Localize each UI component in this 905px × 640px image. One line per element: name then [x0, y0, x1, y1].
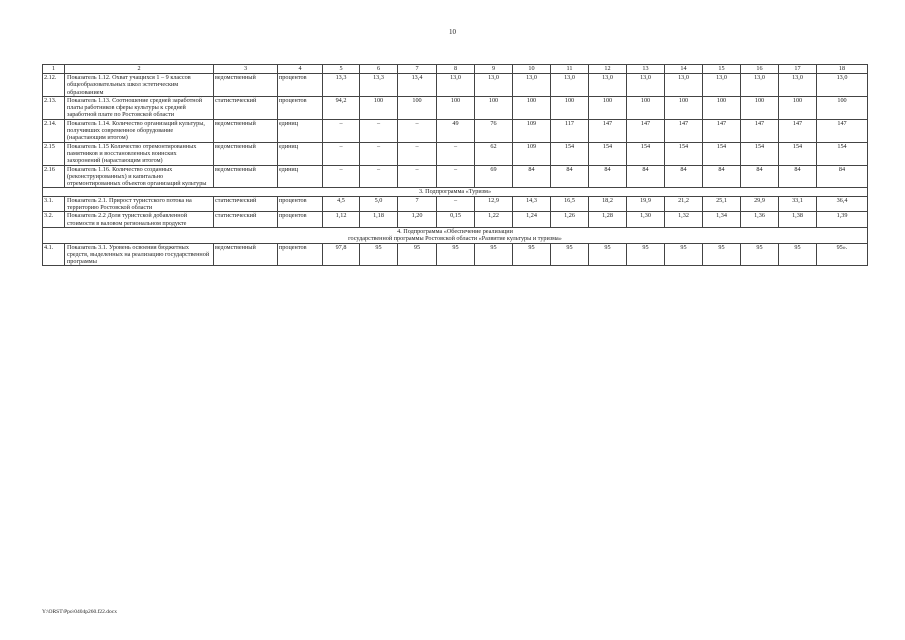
value-cell: 154 [627, 142, 665, 165]
column-number: 17 [779, 65, 817, 74]
value-cell: 95 [627, 243, 665, 266]
indicator-name: Показатель 2.1. Прирост туристского потока на территорию Ростовской области [65, 196, 214, 212]
value-cell: 100 [437, 96, 475, 119]
indicator-type: ведомственный [214, 119, 278, 142]
value-cell: 13,0 [817, 74, 868, 97]
section-title-line: 3. Подпрограмма «Туризм» [418, 188, 492, 196]
section-title-line: государственной программы Ростовской области «Развитие культуры и туризма» [348, 235, 562, 243]
indicator-name: Показатель 3.1. Уровень освоения бюджетных средств, выделенных на реализацию государственной программы [65, 243, 214, 266]
row-number: 3.2. [43, 212, 65, 228]
column-number: 2 [65, 65, 214, 74]
value-cell: 49 [437, 119, 475, 142]
value-cell: 21,2 [665, 196, 703, 212]
value-cell: 1,12 [323, 212, 360, 228]
value-cell: 154 [741, 142, 779, 165]
value-cell: 109 [513, 142, 551, 165]
indicator-name: Показатель 1.14. Количество организаций культуры, получивших современное оборудование (нарастающим итогом) [65, 119, 214, 142]
value-cell: 1,36 [741, 212, 779, 228]
value-cell: – [437, 196, 475, 212]
value-cell: 36,4 [817, 196, 868, 212]
row-number: 2.15 [43, 142, 65, 165]
table-row [43, 96, 868, 119]
unit: единиц [278, 119, 323, 142]
value-cell: – [398, 119, 437, 142]
column-number: 3 [214, 65, 278, 74]
value-cell: 147 [589, 119, 627, 142]
value-cell: 13,0 [551, 74, 589, 97]
value-cell: 0,15 [437, 212, 475, 228]
value-cell: 84 [779, 165, 817, 188]
row-number: 2.13. [43, 96, 65, 119]
value-cell: 117 [551, 119, 589, 142]
value-cell: 12,9 [475, 196, 513, 212]
value-cell: 13,0 [665, 74, 703, 97]
value-cell: 1,39 [817, 212, 868, 228]
value-cell: 100 [360, 96, 398, 119]
value-cell: – [360, 142, 398, 165]
value-cell: 1,34 [703, 212, 741, 228]
value-cell: 109 [513, 119, 551, 142]
indicators-table [42, 64, 868, 266]
value-cell: – [398, 142, 437, 165]
indicator-name: Показатель 1.16. Количество созданных (реконструированных) и капитально отремонтированных объектов организаций культуры [65, 165, 214, 188]
value-cell: 147 [779, 119, 817, 142]
value-cell: 13,0 [779, 74, 817, 97]
table-row [43, 212, 868, 228]
value-cell: 14,3 [513, 196, 551, 212]
indicator-name: Показатель 1.12. Охват учащихся 1 – 9 классов общеобразовательных школ эстетическим образованием [65, 74, 214, 97]
section-title [43, 188, 868, 196]
value-cell: 147 [665, 119, 703, 142]
value-cell: 154 [551, 142, 589, 165]
value-cell: 13,4 [398, 74, 437, 97]
value-cell: 84 [741, 165, 779, 188]
indicator-type: ведомственный [214, 74, 278, 97]
value-cell: 4,5 [323, 196, 360, 212]
value-cell: 5,0 [360, 196, 398, 212]
value-cell: 154 [665, 142, 703, 165]
value-cell: 95 [513, 243, 551, 266]
indicator-name: Показатель 1.13. Соотношение средней заработной платы работников сферы культуры к средней заработной плате по Ростовской области [65, 96, 214, 119]
row-number: 2.14. [43, 119, 65, 142]
value-cell: 84 [817, 165, 868, 188]
indicator-type: статистический [214, 212, 278, 228]
value-cell: 154 [779, 142, 817, 165]
value-cell: 13,3 [360, 74, 398, 97]
value-cell: 7 [398, 196, 437, 212]
value-cell: 95 [437, 243, 475, 266]
value-cell: 1,32 [665, 212, 703, 228]
value-cell: 33,1 [779, 196, 817, 212]
value-cell: 1,18 [360, 212, 398, 228]
row-number: 2.12. [43, 74, 65, 97]
value-cell: 29,9 [741, 196, 779, 212]
value-cell: 95 [551, 243, 589, 266]
value-cell: 100 [779, 96, 817, 119]
value-cell: – [360, 165, 398, 188]
value-cell: 19,9 [627, 196, 665, 212]
value-cell: – [323, 165, 360, 188]
value-cell: 154 [703, 142, 741, 165]
value-cell: 13,0 [437, 74, 475, 97]
value-cell: 13,0 [513, 74, 551, 97]
value-cell: 100 [741, 96, 779, 119]
value-cell: 100 [551, 96, 589, 119]
value-cell: 100 [627, 96, 665, 119]
value-cell: 100 [665, 96, 703, 119]
value-cell: 1,26 [551, 212, 589, 228]
value-cell: 95 [665, 243, 703, 266]
value-cell: 154 [817, 142, 868, 165]
column-number: 15 [703, 65, 741, 74]
column-number: 9 [475, 65, 513, 74]
value-cell: 147 [703, 119, 741, 142]
file-path-footer: Y:\ORST\Ppo\0404p260.f22.docx [42, 609, 117, 615]
column-number: 13 [627, 65, 665, 74]
table-row [43, 142, 868, 165]
header-row [43, 65, 868, 74]
column-number: 7 [398, 65, 437, 74]
unit: процентов [278, 212, 323, 228]
value-cell: 1,38 [779, 212, 817, 228]
unit: процентов [278, 96, 323, 119]
value-cell: – [323, 119, 360, 142]
unit: процентов [278, 196, 323, 212]
value-cell: 95 [398, 243, 437, 266]
indicator-type: ведомственный [214, 165, 278, 188]
section-row [43, 227, 868, 243]
value-cell: – [437, 142, 475, 165]
column-number: 14 [665, 65, 703, 74]
unit: процентов [278, 243, 323, 266]
column-number: 18 [817, 65, 868, 74]
value-cell: 84 [665, 165, 703, 188]
column-number: 5 [323, 65, 360, 74]
value-cell: 1,22 [475, 212, 513, 228]
value-cell: 100 [703, 96, 741, 119]
section-title-line: 4. Подпрограмма «Обеспечение реализации [397, 227, 513, 235]
column-number: 4 [278, 65, 323, 74]
table-row [43, 243, 868, 266]
table-row [43, 165, 868, 188]
value-cell: 76 [475, 119, 513, 142]
table-row [43, 74, 868, 97]
value-cell: 100 [817, 96, 868, 119]
table-row [43, 196, 868, 212]
value-cell: 94,2 [323, 96, 360, 119]
section-row [43, 188, 868, 196]
value-cell: 84 [513, 165, 551, 188]
column-number: 6 [360, 65, 398, 74]
section-title [43, 227, 868, 243]
value-cell: 95 [779, 243, 817, 266]
value-cell: 16,5 [551, 196, 589, 212]
value-cell: 100 [475, 96, 513, 119]
value-cell: 147 [627, 119, 665, 142]
indicator-type: статистический [214, 96, 278, 119]
value-cell: 13,0 [475, 74, 513, 97]
value-cell: 25,1 [703, 196, 741, 212]
value-cell: 95 [360, 243, 398, 266]
value-cell: 100 [513, 96, 551, 119]
value-cell: – [360, 119, 398, 142]
column-number: 1 [43, 65, 65, 74]
value-cell: 147 [817, 119, 868, 142]
value-cell: 97,8 [323, 243, 360, 266]
value-cell: – [323, 142, 360, 165]
unit: единиц [278, 142, 323, 165]
value-cell: 13,0 [703, 74, 741, 97]
value-cell: 1,28 [589, 212, 627, 228]
value-cell: 100 [589, 96, 627, 119]
value-cell: 62 [475, 142, 513, 165]
value-cell: 13,3 [323, 74, 360, 97]
value-cell: 95 [589, 243, 627, 266]
value-cell: 69 [475, 165, 513, 188]
value-cell: 84 [703, 165, 741, 188]
indicator-type: статистический [214, 196, 278, 212]
value-cell: 100 [398, 96, 437, 119]
value-cell: 1,20 [398, 212, 437, 228]
value-cell: – [398, 165, 437, 188]
page-number: 10 [449, 28, 456, 36]
value-cell: – [437, 165, 475, 188]
value-cell: 95 [741, 243, 779, 266]
row-number: 2.16 [43, 165, 65, 188]
indicator-name: Показатель 2.2 Доля туристской добавленной стоимости в валовом региональном продукте [65, 212, 214, 228]
value-cell: 13,0 [741, 74, 779, 97]
column-number: 11 [551, 65, 589, 74]
value-cell: 95 [475, 243, 513, 266]
value-cell: 1,30 [627, 212, 665, 228]
column-number: 16 [741, 65, 779, 74]
value-cell: 1,24 [513, 212, 551, 228]
value-cell: 147 [741, 119, 779, 142]
value-cell: 154 [589, 142, 627, 165]
indicator-name: Показатель 1.15 Количество отремонтированных памятников и восстановленных воинских захоронений (нарастающим итогом) [65, 142, 214, 165]
value-cell: 84 [589, 165, 627, 188]
indicator-type: ведомственный [214, 142, 278, 165]
column-number: 12 [589, 65, 627, 74]
value-cell: 13,0 [589, 74, 627, 97]
column-number: 10 [513, 65, 551, 74]
value-cell: 95 [703, 243, 741, 266]
unit: единиц [278, 165, 323, 188]
indicator-type: ведомственный [214, 243, 278, 266]
value-cell: 13,0 [627, 74, 665, 97]
row-number: 3.1. [43, 196, 65, 212]
value-cell: 95». [817, 243, 868, 266]
unit: процентов [278, 74, 323, 97]
column-number: 8 [437, 65, 475, 74]
row-number: 4.1. [43, 243, 65, 266]
value-cell: 84 [551, 165, 589, 188]
value-cell: 18,2 [589, 196, 627, 212]
value-cell: 84 [627, 165, 665, 188]
table-row [43, 119, 868, 142]
